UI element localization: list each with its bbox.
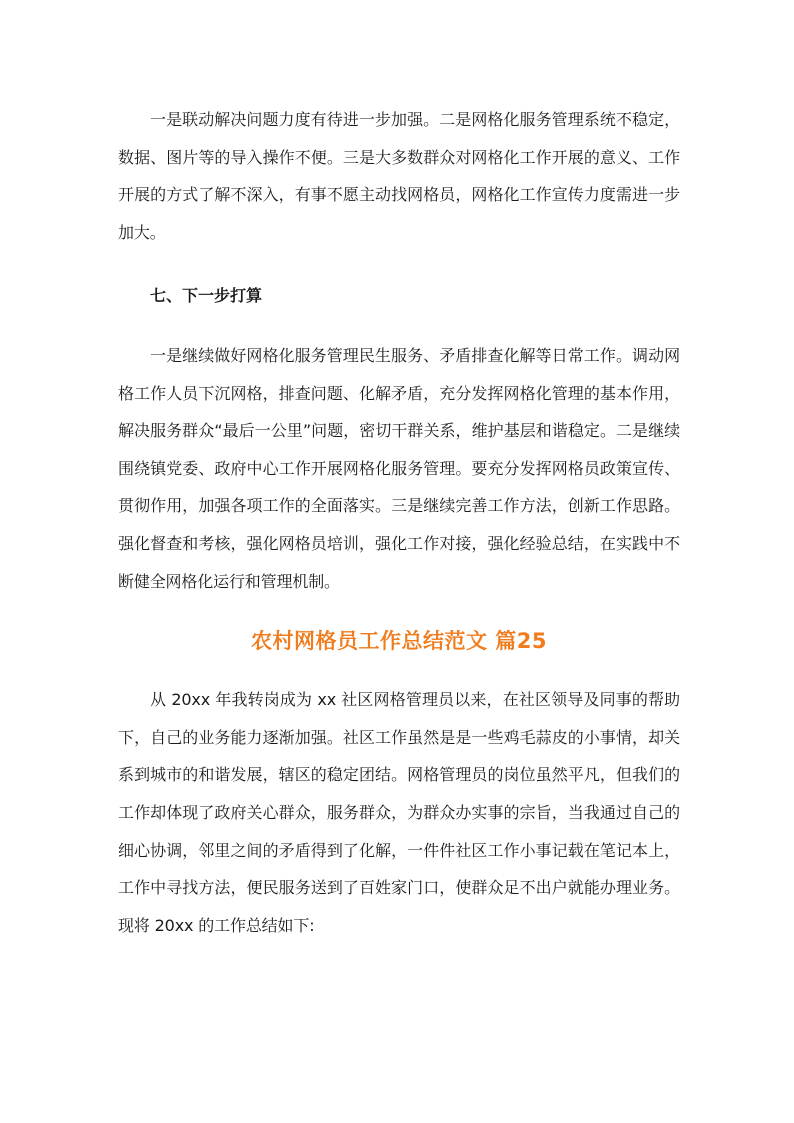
heading-next-steps: 七、下一步打算 <box>150 286 263 306</box>
paragraph-introduction: 从 20xx 年我转岗成为 xx 社区网格管理员以来，在社区领导及同事的帮助下，自己的业务能力逐渐加强。社区工作虽然是是一些鸡毛蒜皮的小事情，却关系到城市的和谐发展，辖区的稳定团结。网格管理员的岗位虽然平凡，但我们的工作却体现了政府关心群众，服务群众，为群众办实事的宗旨，当我通过自己的细心协调，邻里之间的矛盾得到了化解，一件件社区工作小事记载在笔记本上，工作中寻找方法，便民服务送到了百姓家门口，使群众足不出户就能办理业务。现将 20xx 的工作总结如下: <box>118 690 680 935</box>
paragraph-problems: 一是联动解决问题力度有待进一步加强。二是网格化服务管理系统不稳定，数据、图片等的导入操作不便。三是大多数群众对网格化工作开展的意义、工作开展的方式了解不深入，有事不愿主动找网格员，网格化工作宣传力度需进一步加大。 <box>118 110 680 242</box>
document-page <box>118 101 680 944</box>
section-title: 农村网格员工作总结范文 篇25 <box>250 629 548 654</box>
paragraph-plans: 一是继续做好网格化服务管理民生服务、矛盾排查化解等日常工作。调动网格工作人员下沉网格，排查问题、化解矛盾，充分发挥网格化管理的基本作用，解决服务群众“最后一公里”问题，密切干群关系，维护基层和谐稳定。二是继续围绕镇党委、政府中心工作开展网格化服务管理。要充分发挥网格员政策宣传、贯彻作用，加强各项工作的全面落实。三是继续完善工作方法，创新工作思路。强化督查和考核，强化网格员培训，强化工作对接，强化经验总结，在实践中不断健全网格化运行和管理机制。 <box>118 345 680 591</box>
